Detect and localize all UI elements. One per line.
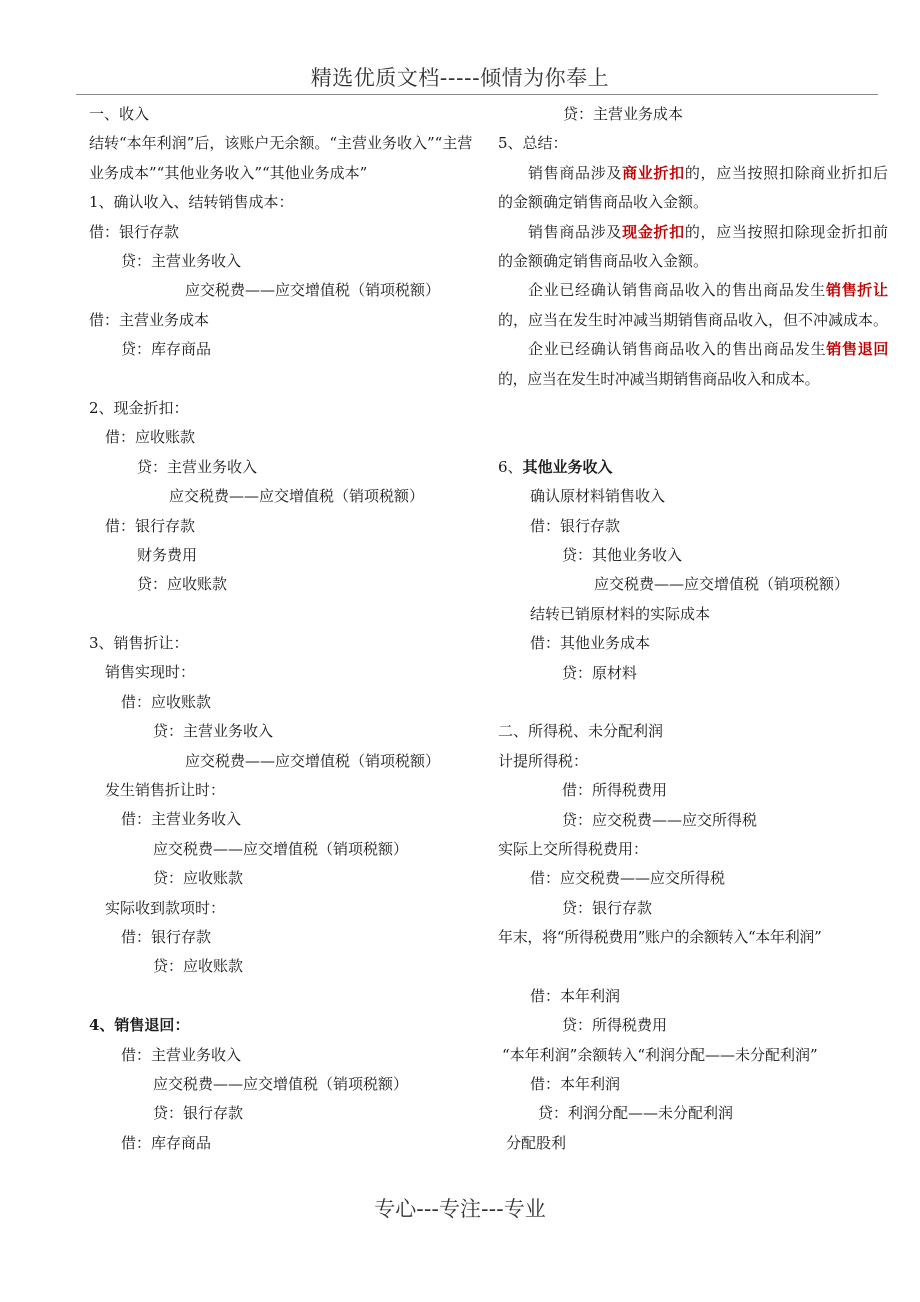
left-column (89, 100, 479, 1158)
item-number: 6、 (498, 457, 523, 476)
journal-debit: 借：库存商品 (121, 1133, 212, 1152)
subheading: 实际收到款项时： (105, 898, 226, 917)
subheading: 年末，将“所得税费用”账户的余额转入“本年利润” (498, 928, 822, 947)
journal-credit: 贷：应收账款 (137, 575, 228, 594)
journal-credit-sub: 应交税费——应交增值税（销项税额） (185, 281, 441, 300)
section-title-income-tax: 二、所得税、未分配利润 (498, 722, 664, 741)
paragraph-text: 企业已经确认销售商品收入的售出商品发生 (528, 281, 826, 300)
journal-credit: 贷：银行存款 (562, 898, 653, 917)
item3-title: 3、销售折让： (89, 634, 189, 653)
section-title-revenue: 一、收入 (89, 105, 150, 123)
journal-credit: 贷：应交税费——应交所得税 (562, 810, 758, 829)
journal-credit: 贷：应收账款 (153, 869, 244, 888)
journal-credit: 贷：所得税费用 (562, 1016, 668, 1035)
item1-title: 1、确认收入、结转销售成本： (89, 193, 294, 212)
paragraph-text: 的，应当按照扣除现金折扣前的金额确定销售商品收入金额。 (498, 222, 888, 270)
spacer (498, 688, 888, 717)
journal-debit: 借：应收账款 (121, 692, 212, 711)
journal-debit: 借：主营业务成本 (89, 310, 210, 329)
journal-credit: 贷：主营业务收入 (153, 722, 274, 741)
spacer (89, 365, 479, 394)
subheading: 确认原材料销售收入 (530, 487, 666, 506)
subheading: 分配股利 (506, 1133, 567, 1152)
subheading: “本年利润”余额转入“利润分配——未分配利润” (502, 1045, 818, 1064)
item2-title: 2、现金折扣： (89, 398, 189, 417)
journal-credit: 贷：主营业务成本 (563, 105, 684, 123)
journal-debit: 借：本年利润 (530, 1075, 621, 1094)
journal-debit-sub: 应交税费——应交增值税（销项税额） (153, 1074, 409, 1093)
summary-paragraph (498, 276, 888, 335)
spacer (498, 423, 888, 452)
item5-title: 5、总结： (498, 134, 568, 153)
journal-credit: 贷：其他业务收入 (562, 545, 683, 564)
page-footer: 专心---专注---专业 (374, 1197, 546, 1221)
journal-credit: 贷：利润分配——未分配利润 (538, 1104, 734, 1123)
journal-debit: 借：本年利润 (530, 986, 621, 1005)
journal-debit: 借：银行存款 (530, 516, 621, 535)
journal-debit: 借：银行存款 (121, 927, 212, 946)
paragraph-text: 销售商品涉及 (528, 163, 623, 182)
spacer (89, 982, 479, 1011)
journal-debit: 借：银行存款 (105, 516, 196, 535)
journal-debit: 借：银行存款 (89, 222, 180, 241)
journal-debit: 借：应收账款 (105, 428, 196, 447)
journal-credit: 贷：主营业务收入 (137, 457, 258, 476)
journal-credit: 贷：主营业务收入 (121, 251, 242, 270)
paragraph-text: 销售商品涉及 (528, 222, 623, 241)
journal-debit: 借：应交税费——应交所得税 (530, 869, 726, 888)
highlight-term: 现金折扣 (622, 222, 685, 241)
subheading: 发生销售折让时： (105, 781, 226, 800)
journal-debit: 借：主营业务收入 (121, 810, 242, 829)
item6-title (498, 453, 888, 482)
summary-paragraph (498, 335, 888, 394)
paragraph-text: 企业已经确认销售商品收入的售出商品发生 (528, 340, 827, 359)
journal-credit: 贷：银行存款 (153, 1104, 244, 1123)
journal-debit-sub: 应交税费——应交增值税（销项税额） (153, 839, 409, 858)
summary-paragraph (498, 218, 888, 277)
journal-credit-sub: 应交税费——应交增值税（销项税额） (185, 751, 441, 770)
journal-debit: 借：所得税费用 (562, 781, 668, 800)
spacer (498, 952, 888, 981)
journal-debit-sub: 财务费用 (137, 545, 198, 564)
summary-paragraph (498, 159, 888, 218)
highlight-term: 销售退回 (826, 340, 888, 359)
header-divider (76, 94, 878, 95)
journal-debit: 借：其他业务成本 (530, 634, 651, 653)
highlight-term: 销售折让 (825, 281, 888, 300)
item4-title: 4、销售退回： (89, 1016, 190, 1035)
journal-credit-sub: 应交税费——应交增值税（销项税额） (594, 575, 850, 594)
subheading: 销售实现时： (105, 663, 196, 682)
subheading: 实际上交所得税费用： (498, 839, 649, 858)
page-header: 精选优质文档-----倾情为你奉上 (310, 66, 610, 90)
revenue-note: 结转“本年利润”后，该账户无余额。“主营业务收入”“主营业务成本”“其他业务收入”“其他业务成本” (89, 134, 473, 182)
paragraph-text: 的，应当在发生时冲减当期销售商品收入，但不冲减成本。 (498, 310, 889, 329)
right-column (498, 100, 888, 1158)
journal-credit: 贷：库存商品 (121, 340, 212, 359)
item-title-text: 其他业务收入 (522, 457, 613, 476)
paragraph-text: 的，应当按照扣除商业折扣后的金额确定销售商品收入金额。 (498, 163, 888, 212)
journal-credit: 贷：原材料 (562, 663, 638, 682)
spacer (89, 600, 479, 629)
journal-credit-sub: 应交税费——应交增值税（销项税额） (169, 487, 425, 506)
subheading: 结转已销原材料的实际成本 (530, 604, 711, 623)
journal-debit: 借：主营业务收入 (121, 1045, 242, 1064)
subheading: 计提所得税： (498, 751, 589, 770)
journal-credit: 贷：应收账款 (153, 957, 244, 976)
paragraph-text: 的，应当在发生时冲减当期销售商品收入和成本。 (498, 369, 820, 388)
spacer (498, 394, 888, 423)
highlight-term: 商业折扣 (622, 163, 685, 182)
